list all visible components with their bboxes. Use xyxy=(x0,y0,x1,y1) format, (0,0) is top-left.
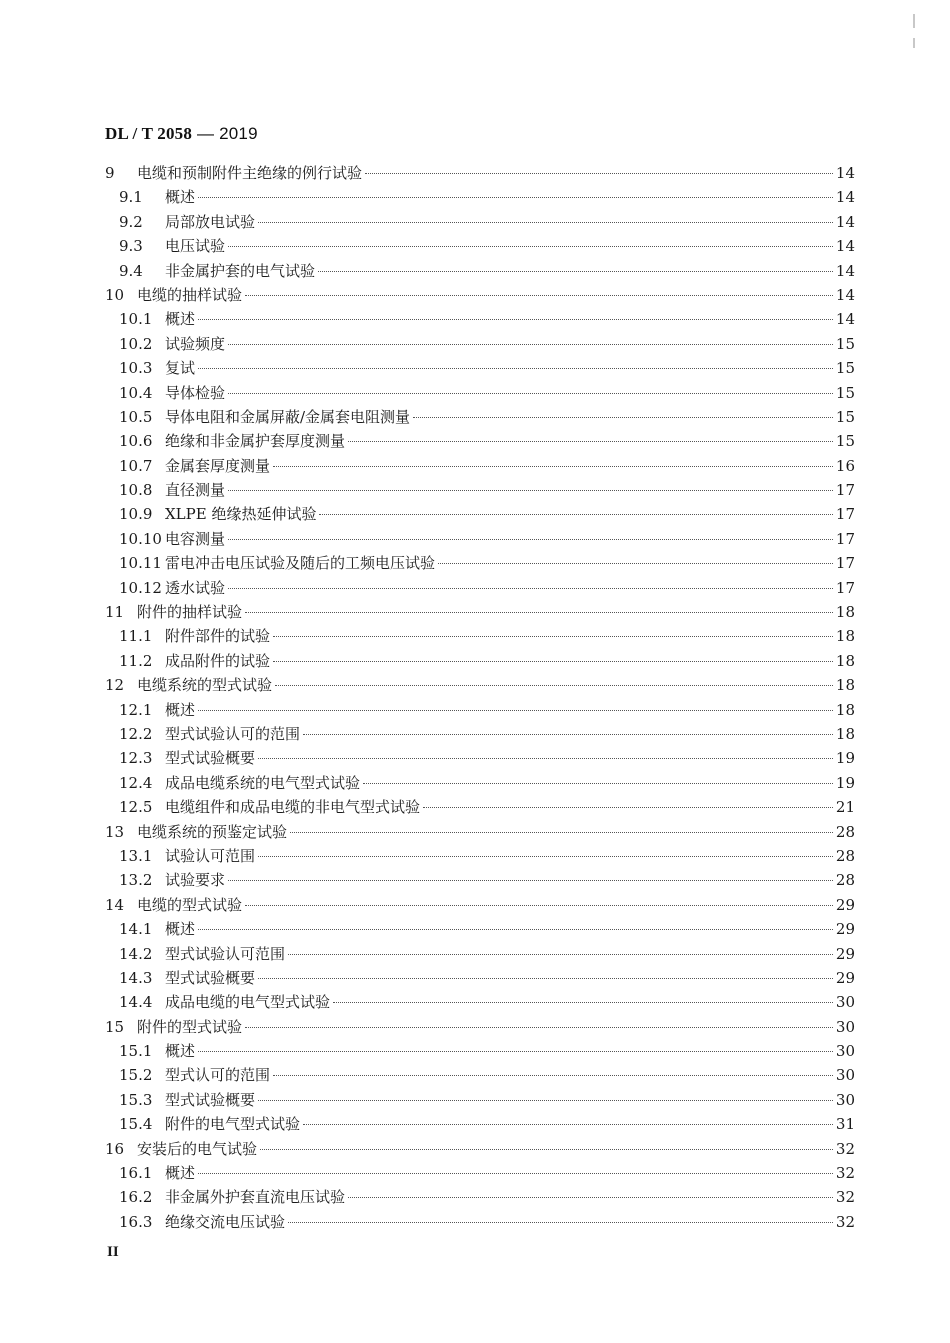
toc-dot-leader xyxy=(303,1124,833,1125)
toc-entry-number: 15.2 xyxy=(119,1066,153,1085)
toc-entry-title: 导体电阻和金属屏蔽/金属套电阻测量 xyxy=(165,407,411,426)
toc-entry[interactable] xyxy=(105,893,855,917)
toc-entry-number: 14.3 xyxy=(119,968,153,987)
toc-dot-leader xyxy=(198,368,833,369)
toc-entry-page: 17 xyxy=(835,578,855,597)
toc-entry[interactable] xyxy=(105,942,855,966)
toc-entry-number: 15.4 xyxy=(119,1115,153,1134)
toc-entry-page: 15 xyxy=(835,334,855,353)
toc-entry-number: 10.12 xyxy=(119,578,162,597)
toc-dot-leader xyxy=(363,783,833,784)
toc-entry-page: 30 xyxy=(835,1066,855,1085)
toc-entry[interactable] xyxy=(105,356,855,380)
toc-dot-leader xyxy=(348,441,833,442)
toc-entry[interactable] xyxy=(105,576,855,600)
toc-entry-page: 29 xyxy=(835,968,855,987)
toc-entry[interactable] xyxy=(105,698,855,722)
toc-dot-leader xyxy=(413,417,833,418)
toc-entry-page: 28 xyxy=(835,871,855,890)
toc-entry-number: 12.1 xyxy=(119,700,153,719)
toc-entry[interactable] xyxy=(105,722,855,746)
toc-entry-number: 9.4 xyxy=(119,261,143,280)
toc-entry-title: 概述 xyxy=(165,188,196,207)
toc-dot-leader xyxy=(290,832,833,833)
toc-entry[interactable] xyxy=(105,917,855,941)
toc-entry[interactable] xyxy=(105,478,855,502)
toc-entry[interactable] xyxy=(105,259,855,283)
toc-entry-page: 19 xyxy=(835,773,855,792)
toc-entry-page: 31 xyxy=(835,1115,855,1134)
toc-entry-number: 14 xyxy=(105,895,125,914)
toc-dot-leader xyxy=(245,905,833,906)
toc-entry-title: 电缆组件和成品电缆的非电气型式试验 xyxy=(165,798,421,817)
toc-entry[interactable] xyxy=(105,844,855,868)
toc-entry[interactable] xyxy=(105,746,855,770)
toc-entry-number: 11.1 xyxy=(119,627,153,646)
toc-entry[interactable] xyxy=(105,795,855,819)
toc-entry[interactable] xyxy=(105,1088,855,1112)
toc-dot-leader xyxy=(228,344,833,345)
toc-dot-leader xyxy=(365,173,833,174)
toc-entry-title: 型式试验概要 xyxy=(165,749,256,768)
toc-entry-title: 概述 xyxy=(165,920,196,939)
toc-entry[interactable] xyxy=(105,429,855,453)
toc-entry-number: 10 xyxy=(105,285,125,304)
toc-entry-page: 14 xyxy=(835,212,855,231)
toc-entry-title: 电缆系统的型式试验 xyxy=(137,676,273,695)
toc-entry-title: 试验要求 xyxy=(165,871,226,890)
toc-dot-leader xyxy=(258,856,833,857)
toc-dot-leader xyxy=(348,1197,833,1198)
toc-dot-leader xyxy=(198,710,833,711)
header-dash: — xyxy=(192,124,220,143)
toc-dot-leader xyxy=(273,636,833,637)
toc-entry-title: 型式认可的范围 xyxy=(165,1066,271,1085)
toc-entry[interactable] xyxy=(105,1161,855,1185)
toc-entry-page: 30 xyxy=(835,1042,855,1061)
toc-entry-title: 试验认可范围 xyxy=(165,846,256,865)
toc-entry-title: 试验频度 xyxy=(165,334,226,353)
toc-entry-number: 15 xyxy=(105,1017,125,1036)
toc-entry-number: 9.1 xyxy=(119,188,143,207)
toc-entry-number: 12.3 xyxy=(119,749,153,768)
toc-entry-number: 9.3 xyxy=(119,237,143,256)
toc-entry-number: 15.3 xyxy=(119,1090,153,1109)
toc-entry-title: 型式试验概要 xyxy=(165,968,256,987)
toc-entry[interactable] xyxy=(105,502,855,526)
toc-entry-title: 成品电缆系统的电气型式试验 xyxy=(165,773,361,792)
toc-entry-page: 17 xyxy=(835,554,855,573)
toc-entry[interactable] xyxy=(105,210,855,234)
toc-entry-number: 14.1 xyxy=(119,920,153,939)
toc-entry[interactable] xyxy=(105,161,855,185)
toc-entry-title: 电缆的型式试验 xyxy=(137,895,243,914)
toc-entry-page: 17 xyxy=(835,529,855,548)
toc-entry[interactable] xyxy=(105,381,855,405)
toc-entry-title: 非金属外护套直流电压试验 xyxy=(165,1188,346,1207)
standard-year: 2019 xyxy=(219,124,258,143)
toc-entry-page: 29 xyxy=(835,944,855,963)
toc-entry-title: 成品电缆的电气型式试验 xyxy=(165,993,331,1012)
toc-dot-leader xyxy=(333,1002,833,1003)
toc-entry[interactable] xyxy=(105,771,855,795)
toc-entry-title: 概述 xyxy=(165,310,196,329)
toc-entry-number: 12.2 xyxy=(119,724,153,743)
toc-entry-page: 15 xyxy=(835,359,855,378)
toc-entry-number: 10.7 xyxy=(119,456,153,475)
toc-entry-title: 电压试验 xyxy=(165,237,226,256)
toc-dot-leader xyxy=(303,734,833,735)
toc-entry[interactable] xyxy=(105,1063,855,1087)
toc-dot-leader xyxy=(198,929,833,930)
toc-entry[interactable] xyxy=(105,185,855,209)
toc-dot-leader xyxy=(318,271,833,272)
toc-entry-title: 型式试验认可的范围 xyxy=(165,724,301,743)
toc-entry-page: 32 xyxy=(835,1164,855,1183)
toc-entry[interactable] xyxy=(105,527,855,551)
toc-entry-number: 11 xyxy=(105,603,125,622)
toc-entry-title: 雷电冲击电压试验及随后的工频电压试验 xyxy=(165,554,436,573)
toc-entry-number: 11.2 xyxy=(119,651,153,670)
toc-entry-page: 14 xyxy=(835,164,855,182)
toc-entry-number: 10.1 xyxy=(119,310,153,329)
toc-entry-number: 16.1 xyxy=(119,1164,153,1183)
toc-dot-leader xyxy=(228,393,833,394)
toc-entry-title: XLPE 绝缘热延伸试验 xyxy=(165,505,317,524)
toc-entry-number: 16.2 xyxy=(119,1188,153,1207)
toc-entry-number: 10.9 xyxy=(119,505,153,524)
toc-entry-number: 10.4 xyxy=(119,383,153,402)
toc-entry-page: 30 xyxy=(835,993,855,1012)
toc-entry[interactable] xyxy=(105,820,855,844)
toc-entry-number: 10.6 xyxy=(119,432,153,451)
toc-entry-title: 概述 xyxy=(165,1164,196,1183)
toc-entry-number: 13 xyxy=(105,822,125,841)
toc-entry-page: 32 xyxy=(835,1139,855,1158)
toc-dot-leader xyxy=(273,1075,833,1076)
scan-margin-mark xyxy=(913,14,915,28)
toc-entry-number: 14.2 xyxy=(119,944,153,963)
toc-entry-number: 12.5 xyxy=(119,798,153,817)
toc-entry-number: 16 xyxy=(105,1139,125,1158)
toc-entry-title: 附件的电气型式试验 xyxy=(165,1115,301,1134)
table-of-contents xyxy=(105,161,855,1234)
toc-entry-page: 14 xyxy=(835,237,855,256)
toc-entry-page: 30 xyxy=(835,1090,855,1109)
toc-dot-leader xyxy=(288,1222,833,1223)
toc-entry-number: 9 xyxy=(105,164,115,182)
toc-entry-page: 18 xyxy=(835,676,855,695)
toc-entry-page: 29 xyxy=(835,920,855,939)
page-number: II xyxy=(107,1244,119,1260)
toc-dot-leader xyxy=(438,563,833,564)
toc-dot-leader xyxy=(245,612,833,613)
toc-entry-number: 16.3 xyxy=(119,1212,153,1231)
toc-entry-number: 10.5 xyxy=(119,407,153,426)
toc-entry-number: 9.2 xyxy=(119,212,143,231)
toc-entry-title: 概述 xyxy=(165,700,196,719)
toc-entry-page: 29 xyxy=(835,895,855,914)
toc-entry-page: 16 xyxy=(835,456,855,475)
toc-entry[interactable] xyxy=(105,405,855,429)
toc-entry-title: 电容测量 xyxy=(165,529,226,548)
toc-entry-title: 安装后的电气试验 xyxy=(137,1139,258,1158)
toc-dot-leader xyxy=(423,807,833,808)
toc-dot-leader xyxy=(288,954,833,955)
toc-dot-leader xyxy=(258,222,833,223)
toc-entry-page: 32 xyxy=(835,1212,855,1231)
toc-entry-number: 13.1 xyxy=(119,846,153,865)
toc-entry-page: 19 xyxy=(835,749,855,768)
toc-entry-page: 21 xyxy=(835,798,855,817)
scan-margin-mark xyxy=(913,38,915,48)
toc-entry[interactable] xyxy=(105,600,855,624)
toc-dot-leader xyxy=(273,466,833,467)
toc-entry[interactable] xyxy=(105,1015,855,1039)
toc-dot-leader xyxy=(228,490,833,491)
toc-entry-title: 概述 xyxy=(165,1042,196,1061)
toc-entry[interactable] xyxy=(105,868,855,892)
toc-entry-title: 非金属护套的电气试验 xyxy=(165,261,316,280)
toc-entry[interactable] xyxy=(105,332,855,356)
toc-entry-page: 18 xyxy=(835,603,855,622)
toc-entry-page: 14 xyxy=(835,188,855,207)
toc-entry-page: 14 xyxy=(835,261,855,280)
toc-entry[interactable] xyxy=(105,990,855,1014)
toc-entry-page: 18 xyxy=(835,724,855,743)
document-header xyxy=(105,124,258,144)
toc-entry[interactable] xyxy=(105,307,855,331)
toc-entry-title: 电缆的抽样试验 xyxy=(137,285,243,304)
toc-dot-leader xyxy=(273,661,833,662)
toc-entry[interactable] xyxy=(105,673,855,697)
toc-entry[interactable] xyxy=(105,966,855,990)
toc-dot-leader xyxy=(245,295,833,296)
toc-entry-title: 型式试验认可范围 xyxy=(165,944,286,963)
toc-dot-leader xyxy=(198,1173,833,1174)
toc-entry[interactable] xyxy=(105,1112,855,1136)
toc-entry-page: 17 xyxy=(835,481,855,500)
toc-entry-title: 附件的型式试验 xyxy=(137,1017,243,1036)
toc-entry-number: 10.2 xyxy=(119,334,153,353)
toc-entry-title: 成品附件的试验 xyxy=(165,651,271,670)
toc-dot-leader xyxy=(258,758,833,759)
standard-code: DL / T 2058 xyxy=(105,124,193,143)
toc-dot-leader xyxy=(198,319,833,320)
toc-dot-leader xyxy=(228,246,833,247)
toc-dot-leader xyxy=(245,1027,833,1028)
toc-entry[interactable] xyxy=(105,234,855,258)
toc-entry[interactable] xyxy=(105,1039,855,1063)
toc-entry-page: 15 xyxy=(835,432,855,451)
toc-entry-number: 10.11 xyxy=(119,554,162,573)
toc-entry-title: 局部放电试验 xyxy=(165,212,256,231)
toc-dot-leader xyxy=(319,514,832,515)
toc-dot-leader xyxy=(198,1051,833,1052)
toc-entry-title: 附件部件的试验 xyxy=(165,627,271,646)
toc-entry-title: 透水试验 xyxy=(165,578,226,597)
toc-entry-number: 10.8 xyxy=(119,481,153,500)
toc-entry-page: 28 xyxy=(835,822,855,841)
toc-entry-page: 15 xyxy=(835,407,855,426)
toc-entry-number: 13.2 xyxy=(119,871,153,890)
toc-entry-page: 14 xyxy=(835,285,855,304)
toc-entry-number: 10.10 xyxy=(119,529,162,548)
toc-entry[interactable] xyxy=(105,1210,855,1234)
toc-dot-leader xyxy=(258,978,833,979)
toc-entry-number: 14.4 xyxy=(119,993,153,1012)
toc-dot-leader xyxy=(228,588,833,589)
toc-entry-number: 10.3 xyxy=(119,359,153,378)
toc-entry-page: 18 xyxy=(835,700,855,719)
toc-entry-page: 18 xyxy=(835,651,855,670)
toc-entry[interactable] xyxy=(105,454,855,478)
toc-entry[interactable] xyxy=(105,1185,855,1209)
toc-entry-title: 型式试验概要 xyxy=(165,1090,256,1109)
toc-entry[interactable] xyxy=(105,283,855,307)
toc-entry-page: 18 xyxy=(835,627,855,646)
toc-entry-page: 15 xyxy=(835,383,855,402)
toc-dot-leader xyxy=(228,539,833,540)
toc-entry-number: 12.4 xyxy=(119,773,153,792)
toc-entry[interactable] xyxy=(105,551,855,575)
toc-entry-page: 28 xyxy=(835,846,855,865)
toc-entry-title: 电缆和预制附件主绝缘的例行试验 xyxy=(137,164,363,182)
toc-entry-title: 直径测量 xyxy=(165,481,226,500)
toc-entry[interactable] xyxy=(105,624,855,648)
toc-entry[interactable] xyxy=(105,649,855,673)
toc-entry-title: 绝缘交流电压试验 xyxy=(165,1212,286,1231)
toc-dot-leader xyxy=(228,880,833,881)
toc-dot-leader xyxy=(275,685,833,686)
toc-dot-leader xyxy=(198,197,833,198)
toc-entry-title: 复试 xyxy=(165,359,196,378)
toc-entry-page: 32 xyxy=(835,1188,855,1207)
toc-entry-title: 电缆系统的预鉴定试验 xyxy=(137,822,288,841)
toc-entry[interactable] xyxy=(105,1137,855,1161)
toc-entry-title: 金属套厚度测量 xyxy=(165,456,271,475)
toc-entry-title: 导体检验 xyxy=(165,383,226,402)
toc-entry-number: 15.1 xyxy=(119,1042,153,1061)
toc-entry-page: 30 xyxy=(835,1017,855,1036)
toc-entry-number: 12 xyxy=(105,676,125,695)
toc-dot-leader xyxy=(260,1149,833,1150)
toc-entry-title: 附件的抽样试验 xyxy=(137,603,243,622)
toc-entry-page: 14 xyxy=(835,310,855,329)
toc-dot-leader xyxy=(258,1100,833,1101)
toc-entry-title: 绝缘和非金属护套厚度测量 xyxy=(165,432,346,451)
toc-entry-page: 17 xyxy=(835,505,855,524)
